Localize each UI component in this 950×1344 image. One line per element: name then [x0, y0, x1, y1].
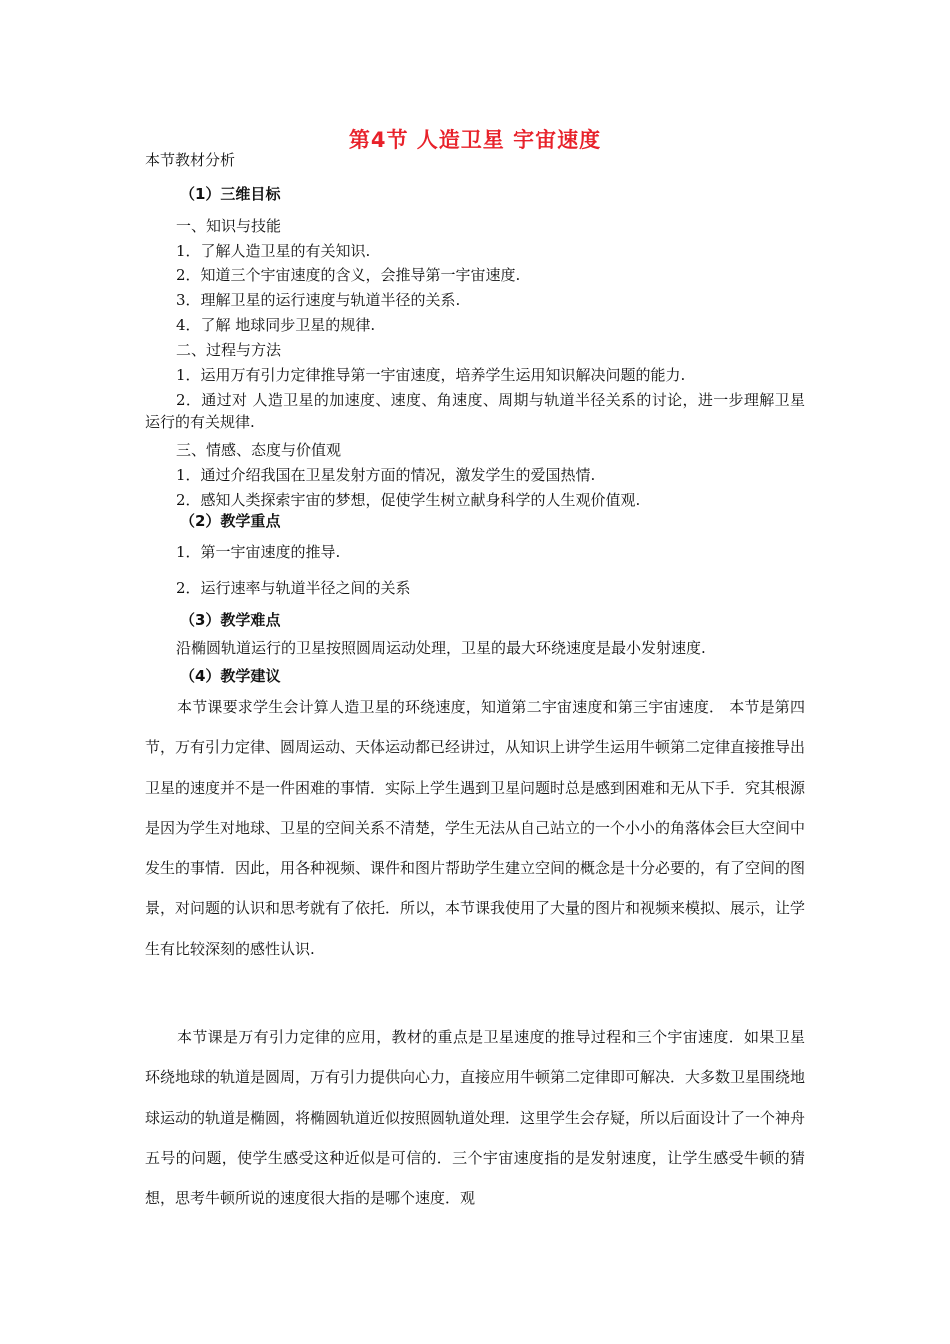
- list-item: 1．通过介绍我国在卫星发射方面的情况，激发学生的爱国热情.: [176, 466, 596, 484]
- page-title: 第4节 人造卫星 宇宙速度: [348, 128, 602, 152]
- list-item: 1．第一宇宙速度的推导.: [176, 543, 341, 561]
- section-heading-goals: （1）三维目标: [180, 185, 281, 203]
- intro-label: 本节教材分析: [145, 151, 236, 169]
- subheading-attitude: 三、情感、态度与价值观: [176, 441, 342, 459]
- list-item: 1．了解人造卫星的有关知识.: [176, 242, 371, 260]
- list-item: 4．了解 地球同步卫星的规律.: [176, 316, 376, 334]
- subheading-process: 二、过程与方法: [176, 341, 282, 359]
- list-item: 3．理解卫星的运行速度与轨道半径的关系.: [176, 291, 461, 309]
- suggestion-paragraph-2: 本节课是万有引力定律的应用，教材的重点是卫星速度的推导过程和三个宇宙速度．如果卫星环绕地球的轨道是圆周，万有引力提供向心力，直接应用牛顿第二定律即可解决．大多数卫星围绕地球运动的轨道是椭圆，将椭圆轨道近似按照圆轨道处理．这里学生会存疑，所以后面设计了一个神舟五号的问题，使学生感受这种近似是可信的．三个宇宙速度指的是发射速度，让学生感受牛顿的猜想，思考牛顿所说的速度很大指的是哪个速度．观: [145, 1028, 806, 1208]
- subheading-knowledge: 一、知识与技能: [176, 217, 282, 235]
- difficulty-text: 沿椭圆轨道运行的卫星按照圆周运动处理，卫星的最大环绕速度是最小发射速度.: [176, 639, 706, 657]
- list-item: 1．运用万有引力定律推导第一宇宙速度，培养学生运用知识解决问题的能力.: [176, 366, 686, 384]
- suggestion-paragraph-1: 本节课要求学生会计算人造卫星的环绕速度，知道第二宇宙速度和第三宇宙速度． 本节是第四节，万有引力定律、圆周运动、天体运动都已经讲过，从知识上讲学生运用牛顿第二定律直接推导出卫星的速度并不是一件困难的事情．实际上学生遇到卫星问题时总是感到困难和无从下手．究其根源是因为学生对地球、卫星的空间关系不清楚，学生无法从自己站立的一个小小的角落体会巨大空间中发生的事情．因此，用各种视频、课件和图片帮助学生建立空间的概念是十分必要的，有了空间的图景，对问题的认识和思考就有了依托．所以，本节课我使用了大量的图片和视频来模拟、展示，让学生有比较深刻的感性认识.: [145, 698, 806, 958]
- list-item: 2．知道三个宇宙速度的含义，会推导第一宇宙速度.: [176, 266, 521, 284]
- section-heading-key-points: （2）教学重点: [180, 512, 281, 530]
- section-heading-suggestions: （4）教学建议: [180, 667, 281, 685]
- list-item: 2．通过对 人造卫星的加速度、速度、角速度、周期与轨道半径关系的讨论，进一步理解卫星运行的有关规律.: [145, 391, 805, 431]
- section-heading-difficulties: （3）教学难点: [180, 611, 281, 629]
- list-item: 2．感知人类探索宇宙的梦想，促使学生树立献身科学的人生观价值观.: [176, 491, 641, 509]
- list-item: 2．运行速率与轨道半径之间的关系: [176, 579, 411, 597]
